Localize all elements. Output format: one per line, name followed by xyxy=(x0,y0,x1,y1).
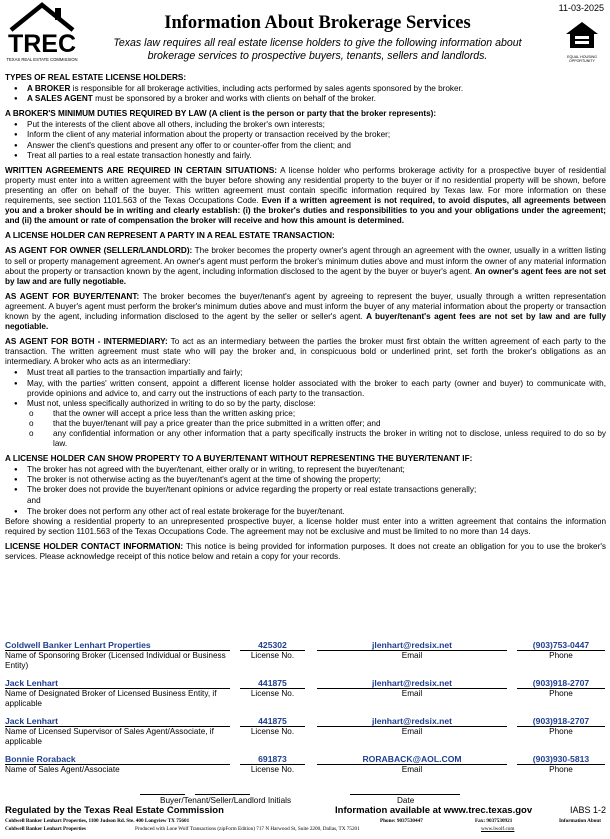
email-label: Email xyxy=(401,689,423,698)
license-label: License No. xyxy=(250,727,295,736)
trec-house-icon xyxy=(5,2,79,64)
phone-field[interactable]: (903)753-0447 xyxy=(517,640,605,651)
phone-label: Phone xyxy=(549,651,573,660)
phone-line: Phone: 9037530447 xyxy=(380,818,423,824)
email-label: Email xyxy=(401,765,423,774)
license-label: License No. xyxy=(250,765,295,774)
types-section xyxy=(5,73,606,104)
show-paragraph: Before showing a residential property to an unrepresented prospective buyer, a license holder must enter into a written agreement that contains the information required by section 1101.563 of the Texas Occupations Code. The agreement may not be exclusive and must be limited to no more than 14 days. xyxy=(5,516,606,536)
regulated-by: Regulated by the Texas Real Estate Commission xyxy=(5,805,224,816)
page-subtitle: Texas law requires all real estate license holders to give the following information about brokerage services to prospective buyers, tenants, sellers and landlords. xyxy=(113,37,522,62)
email-field[interactable]: jlenhart@redsix.net xyxy=(317,678,507,689)
sub-list-item: o any confidential information or any other information that a party specifically instructs the broker in writing not to disclose, unless required to do so by law. xyxy=(5,429,606,449)
logo-caption: TEXAS REAL ESTATE COMMISSION xyxy=(6,57,78,62)
list-item: ● Answer the client's questions and present any offer to or counter-offer from the client; and xyxy=(5,141,606,151)
sub-list-item: o that the buyer/tenant will pay a price greater than the price submitted in a written offer; and xyxy=(5,419,606,429)
represent-heading: A LICENSE HOLDER CAN REPRESENT A PARTY IN A REAL ESTATE TRANSACTION: xyxy=(5,231,335,241)
show-heading: A LICENSE HOLDER CAN SHOW PROPERTY TO A BUYER/TENANT WITHOUT REPRESENTING THE BUYER/TENANT IF: xyxy=(5,454,473,464)
list-item: ● May, with the parties' written consent, appoint a different license holder associated with the broker to each party (owner and buyer) to communicate with, provide opinions and advice to, and carry out the instructions of each party to the transaction. xyxy=(5,379,606,399)
list-item: ● The broker does not provide the buyer/tenant opinions or advice regarding the property or real estate transactions generally; xyxy=(5,485,606,495)
license-number[interactable]: 441875 xyxy=(240,716,305,727)
contact-table xyxy=(5,640,606,792)
sub-list-item: o that the owner will accept a price less than the written asking price; xyxy=(5,409,606,419)
licensed-supervisor-name[interactable]: Jack Lenhart xyxy=(5,716,230,727)
license-number[interactable]: 441875 xyxy=(240,678,305,689)
table-row xyxy=(5,754,606,792)
list-item: ● A BROKER is responsible for all brokerage activities, including acts performed by sales agents sponsored by the broker. xyxy=(5,84,606,94)
fax-line: Fax: 9037530921 xyxy=(475,818,513,824)
form-id: IABS 1-2 xyxy=(569,805,606,815)
trec-logo xyxy=(5,2,79,64)
row-label: Name of Designated Broker of Licensed Business Entity, if applicable xyxy=(5,689,217,708)
row-label: Name of Sponsoring Broker (Licensed Individual or Business Entity) xyxy=(5,651,226,670)
duties-heading: A BROKER'S MINIMUM DUTIES REQUIRED BY LAW (A client is the person or party that the broker represents): xyxy=(5,109,437,119)
email-label: Email xyxy=(401,651,423,660)
license-label: License No. xyxy=(250,651,295,660)
email-field[interactable]: jlenhart@redsix.net xyxy=(317,640,507,651)
types-heading: TYPES OF REAL ESTATE LICENSE HOLDERS: xyxy=(5,73,187,82)
table-row xyxy=(5,716,606,754)
owner-agent-section: AS AGENT FOR OWNER (SELLER/LANDLORD): The broker becomes the property owner's agent through an agreement with the owner, usually in a written listing to sell or property management agreement. An owner's agent must perform the broker's minimum duties above and must inform the owner of any material information about the property or transaction known by the agent, including information disclosed to the agent by the buyer or buyer's agent. An owner's agent fees are not set by law and are fully negotiable. xyxy=(5,246,606,286)
phone-field[interactable]: (903)918-2707 xyxy=(517,678,605,689)
designated-broker-name[interactable]: Jack Lenhart xyxy=(5,678,230,689)
phone-label: Phone xyxy=(549,765,573,774)
date-box[interactable] xyxy=(350,788,460,795)
row-label: Name of Licensed Supervisor of Sales Agent/Associate, if applicable xyxy=(5,727,214,746)
email-field[interactable]: jlenhart@redsix.net xyxy=(317,716,507,727)
logo-text: TREC xyxy=(7,30,77,58)
produced-line: Produced with Lone Wolf Transactions (zipForm Edition) 717 N Harwood St, Suite 2200, Dallas, TX 75201 xyxy=(135,826,360,832)
list-item: ● Treat all parties to a real estate transaction honestly and fairly. xyxy=(5,151,606,161)
equal-housing-caption: EQUAL HOUSING OPPORTUNITY xyxy=(567,55,597,63)
initials-box-1[interactable] xyxy=(140,788,185,795)
sales-agent-name[interactable]: Bonnie Roraback xyxy=(5,754,230,765)
phone-label: Phone xyxy=(549,689,573,698)
lwolf-link[interactable]: www.lwolf.com xyxy=(481,826,515,832)
license-label: License No. xyxy=(250,689,295,698)
list-item: ● A SALES AGENT must be sponsored by a broker and works with clients on behalf of the broker. xyxy=(5,94,606,104)
list-item: ● Put the interests of the client above all others, including the broker's own interests; xyxy=(5,120,606,130)
initials-label: Buyer/Tenant/Seller/Landlord Initials xyxy=(160,796,292,805)
date-label: Date xyxy=(397,796,415,805)
company-line: Coldwell Banker Lenhart Properties, 1100 Judson Rd. Ste. 400 Longview TX 75601 xyxy=(5,818,190,824)
phone-field[interactable]: (903)918-2707 xyxy=(517,716,605,727)
written-agreements-section: WRITTEN AGREEMENTS ARE REQUIRED IN CERTAIN SITUATIONS: A license holder who performs brokerage activity for a prospective buyer of residential property must enter into a written agreement with the buyer before showing any residential property to the buyer or if no residential property will be shown, before presenting an offer on behalf of the buyer. This written agreement must contain specific information required by Texas law. For more information on these requirements, see section 1101.563 of the Texas Occupations Code. Even if a written agreement is not required, to avoid disputes, all agreements between you and a broker should be in writing and clearly establish: (i) the broker's duties and responsibilities to you and your obligations under the agreement; and (ii) the amount or rate of compensation the broker will receive and how this amount is determined. xyxy=(5,165,606,226)
form-date: 11-03-2025 xyxy=(558,3,604,13)
phone-label: Phone xyxy=(549,727,573,736)
agent-line: Coldwell Banker Lenhart Properties xyxy=(5,826,86,832)
list-item: ● The broker has not agreed with the buyer/tenant, either orally or in writing, to represent the buyer/tenant; xyxy=(5,465,606,475)
list-item: ● The broker does not perform any other act of real estate brokerage for the buyer/tenant. xyxy=(5,507,606,517)
page-title: Information About Brokerage Services xyxy=(164,13,471,33)
row-label: Name of Sales Agent/Associate xyxy=(5,765,120,774)
buyer-agent-section: AS AGENT FOR BUYER/TENANT: The broker becomes the buyer/tenant's agent by agreeing to represent the buyer, usually through a written representation agreement. A buyer's agent must perform the broker's minimum duties above and must inform the buyer of any material information about the property or transaction known by the agent, including information disclosed to the agent by the seller or seller's agent. A buyer/tenant's agent fees are not set by law and are fully negotiable. xyxy=(5,291,606,332)
and-connector: and xyxy=(27,495,41,505)
equal-housing-icon xyxy=(562,20,602,50)
table-row xyxy=(5,640,606,678)
table-row xyxy=(5,678,606,716)
contact-section: LICENSE HOLDER CONTACT INFORMATION: This notice is being provided for information purposes. It does not create an obligation for you to use the broker's services. Please acknowledge receipt of this notice below and retain a copy for your records. xyxy=(5,541,606,562)
show-property-section xyxy=(5,454,606,537)
doc-name: Information About xyxy=(559,818,601,824)
license-number[interactable]: 425302 xyxy=(240,640,305,651)
email-field[interactable]: RORABACK@AOL.COM xyxy=(317,754,507,765)
email-label: Email xyxy=(401,727,423,736)
list-item: ● Must not, unless specifically authorized in writing to do so by the party, disclose: xyxy=(5,399,606,409)
equal-housing-logo xyxy=(562,20,602,62)
info-link[interactable]: Information available at www.trec.texas.gov xyxy=(335,805,533,816)
document-body xyxy=(5,73,606,562)
duties-section xyxy=(5,109,606,160)
initials-box-2[interactable] xyxy=(195,788,250,795)
sponsoring-broker-name[interactable]: Coldwell Banker Lenhart Properties xyxy=(5,640,230,651)
phone-field[interactable]: (903)930-5813 xyxy=(517,754,605,765)
license-number[interactable]: 691873 xyxy=(240,754,305,765)
list-item: ● Inform the client of any material information about the property or transaction received by the broker; xyxy=(5,130,606,140)
list-item: ● The broker is not otherwise acting as the buyer/tenant's agent at the time of showing the property; xyxy=(5,475,606,485)
intermediary-section: AS AGENT FOR BOTH - INTERMEDIARY: To act as an intermediary between the parties the broker must first obtain the written agreement of each party to the transaction. The written agreement must state who will pay the broker and, in conspicuous bold or underlined print, set forth the broker's obligations as an intermediary. A broker who acts as an intermediary: ● Must treat all parties to the transaction impartially and fairly; ● May, with the parties' written consent, appoint a different license holder associated with the broker to each party (owner and buyer) to communicate with, provide opinions and advice to, and carry out the instructions of each party to the transaction. ● Must not, unless specifically authorized in writing to do so by the party, disclose: o that the owner will accept a price less than the written asking price; o that the buyer/tenant will pay a price greater than the price submitted in a written offer; and o any confidential information or any other information that a party specifically instructs the broker in writing not to disclose, unless required to do so by law. xyxy=(5,337,606,449)
list-item: ● Must treat all parties to the transaction impartially and fairly; xyxy=(5,368,606,378)
